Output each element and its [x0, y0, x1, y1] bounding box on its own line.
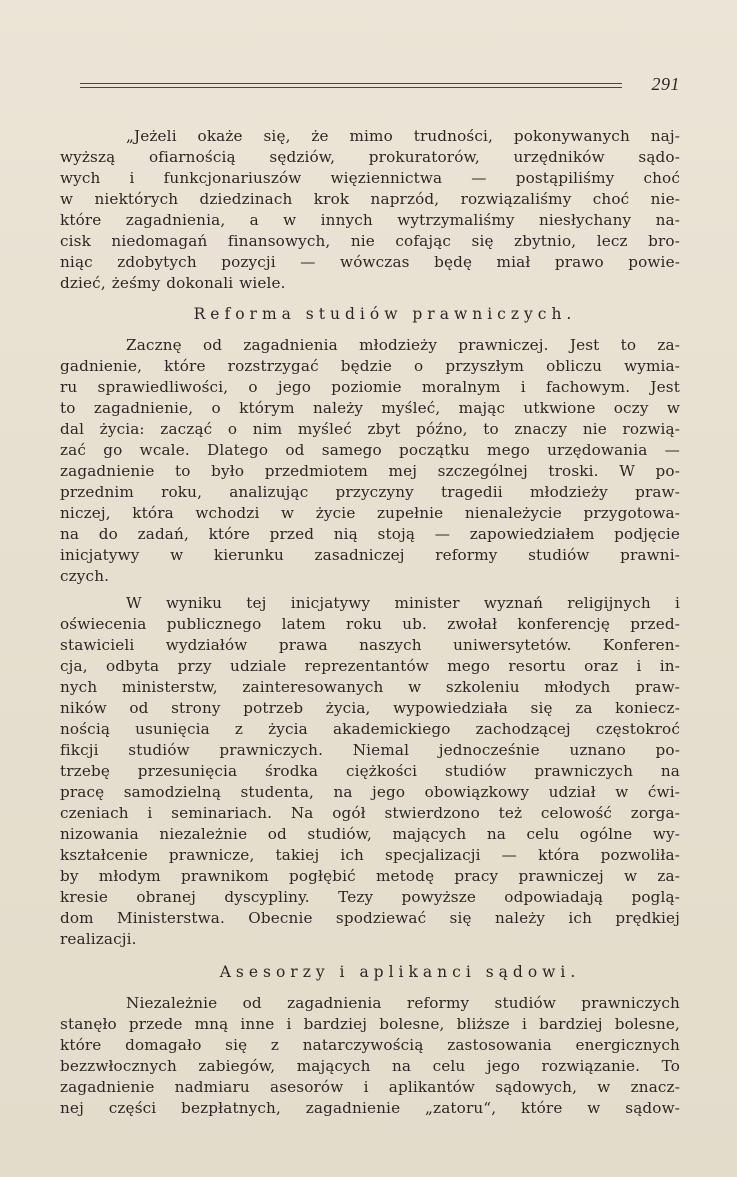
text-line: w niektórych dziedzinach krok naprzód, rozwiązaliśmy choć nie-	[60, 190, 680, 208]
text-line: W wyniku tej inicjatywy minister wyznań religijnych i	[126, 594, 680, 612]
text-line: wyższą ofiarnością sędziów, prokuratorów, urzędników sądo-	[60, 148, 680, 166]
page-header	[80, 76, 680, 98]
text-line: gadnienie, które rozstrzygać będzie o przyszłym obliczu wymia-	[60, 357, 680, 375]
text-line: które domagało się z natarczywością zastosowania energicznych	[60, 1036, 680, 1054]
text-line: cja, odbyta przy udziale reprezentantów mego resortu oraz i in-	[60, 657, 680, 675]
text-line: realizacji.	[60, 930, 137, 948]
section-heading: Asesorzy i aplikanci sądowi.	[219, 963, 581, 981]
text-line: fikcji studiów prawniczych. Niemal jednocześnie uznano po-	[60, 741, 680, 759]
text-line: czeniach i seminariach. Na ogół stwierdzono też celowość zorga-	[60, 804, 680, 822]
quote-paragraph	[60, 126, 680, 294]
text-line: niąc zdobytych pozycji — wówczas będę miał prawo powie-	[60, 253, 680, 271]
text-line: oświecenia publicznego latem roku ub. zwołał konferencję przed-	[60, 615, 680, 633]
page-number: 291	[651, 74, 680, 94]
text-line: zagadnienie to było przedmiotem mej szczególnej troski. W po-	[60, 462, 680, 480]
text-line: zagadnienie nadmiaru asesorów i aplikantów sądowych, w znacz-	[60, 1078, 680, 1096]
text-line: trzebę przesunięcia środka ciężkości studiów prawniczych na	[60, 762, 680, 780]
text-line: dom Ministerstwa. Obecnie spodziewać się należy ich prędkiej	[60, 909, 680, 927]
section-heading: Reforma studiów prawniczych.	[193, 305, 577, 323]
text-line: dal życia: zacząć o nim myśleć zbyt późno, to znaczy nie rozwią-	[60, 420, 680, 438]
text-line: na do zadań, które przed nią stoją — zapowiedziałem podjęcie	[60, 525, 680, 543]
text-line: pracę samodzielną studenta, na jego obowiązkowy udział w ćwi-	[60, 783, 680, 801]
text-line: nych ministerstw, zainteresowanych w szkoleniu młodych praw-	[60, 678, 680, 696]
text-line: nej części bezpłatnych, zagadnienie „zatoru“, które w sądow-	[60, 1099, 680, 1117]
text-line: Niezależnie od zagadnienia reformy studiów prawniczych	[126, 994, 680, 1012]
text-line: czych.	[60, 567, 110, 585]
text-line: Zacznę od zagadnienia młodzieży prawniczej. Jest to za-	[126, 336, 680, 354]
header-double-rule	[80, 83, 622, 88]
text-line: ru sprawiedliwości, o jego poziomie moralnym i fachowym. Jest	[60, 378, 680, 396]
text-line: ników od strony potrzeb życia, wypowiedziała się za koniecz-	[60, 699, 680, 717]
body-paragraph	[60, 593, 680, 950]
body-paragraph	[60, 335, 680, 587]
text-line: nizowania niezależnie od studiów, mających na celu ogólne wy-	[60, 825, 680, 843]
text-line: przednim roku, analizując przyczyny tragedii młodzieży praw-	[60, 483, 680, 501]
text-line: niczej, która wchodzi w życie zupełnie nienależycie przygotowa-	[60, 504, 680, 522]
text-line: wych i funkcjonariuszów więziennictwa — postąpiliśmy choć	[60, 169, 680, 187]
text-line: kresie obranej dyscypliny. Tezy powyższe odpowiadają poglą-	[60, 888, 680, 906]
text-line: cisk niedomagań finansowych, nie cofając się zbytnio, lecz bro-	[60, 232, 680, 250]
text-line: to zagadnienie, o którym należy myśleć, mając utkwione oczy w	[60, 399, 680, 417]
text-line: bezzwłocznych zabiegów, mających na celu jego rozwiązanie. To	[60, 1057, 680, 1075]
text-line: które zagadnienia, a w innych wytrzymaliśmy niesłychany na-	[60, 211, 680, 229]
text-line: stawicieli wydziałów prawa naszych uniwersytetów. Konferen-	[60, 636, 680, 654]
text-line: dzieć, żeśmy dokonali wiele.	[60, 274, 286, 292]
body-paragraph	[60, 993, 680, 1119]
text-line: by młodym prawnikom pogłębić metodę pracy prawniczej w za-	[60, 867, 680, 885]
text-line: zać go wcale. Dlatego od samego początku mego urzędowania —	[60, 441, 680, 459]
text-line: kształcenie prawnicze, takiej ich specjalizacji — która pozwoliła-	[60, 846, 680, 864]
text-line: nością usunięcia z życia akademickiego zachodzącej częstokroć	[60, 720, 680, 738]
text-line: „Jeżeli okaże się, że mimo trudności, pokonywanych naj-	[126, 127, 680, 145]
text-line: inicjatywy w kierunku zasadniczej reformy studiów prawni-	[60, 546, 680, 564]
text-line: stanęło przede mną inne i bardziej bolesne, bliższe i bardziej bolesne,	[60, 1015, 680, 1033]
page-body	[60, 126, 680, 1119]
